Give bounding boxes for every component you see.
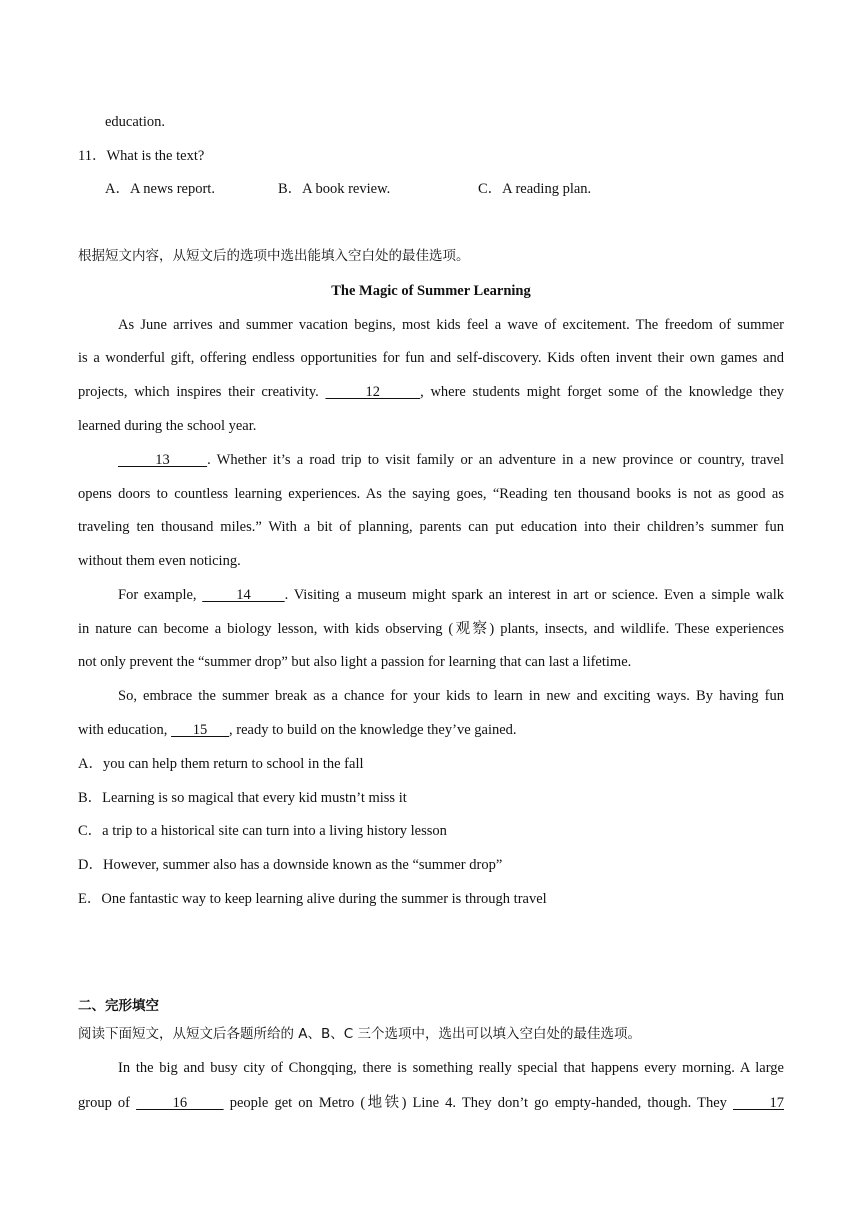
blank-16: 16 xyxy=(136,1095,224,1111)
passage-line: As June arrives and summer vacation begins, most kids feel a wave of excitement. The freedom of summer xyxy=(118,317,784,333)
cloze-text: group of xyxy=(78,1095,130,1111)
q11-option-b: B．A book review. xyxy=(278,181,391,197)
choice-a: A．you can help them return to school in the fall xyxy=(78,756,364,772)
choice-e: E．One fantastic way to keep learning alive during the summer is through travel xyxy=(78,891,547,907)
passage-line: in nature can become a biology lesson, with kids observing (观察) plants, insects, and wildlife. These experiences xyxy=(78,621,784,637)
q11-stem: 11．What is the text? xyxy=(78,148,205,164)
passage-line xyxy=(78,720,784,740)
passage-text: with education, xyxy=(78,722,168,738)
passage-line: opens doors to countless learning experiences. As the saying goes, “Reading ten thousand books is not as good as xyxy=(78,486,784,502)
choice-d: D．However, summer also has a downside known as the “summer drop” xyxy=(78,857,503,873)
blank-12: 12 xyxy=(325,384,421,400)
passage-text: projects, which inspires their creativity. xyxy=(78,384,319,400)
cloze-line: In the big and busy city of Chongqing, there is something really special that happens every morning. A large xyxy=(118,1060,784,1076)
blank-17: 17 xyxy=(733,1095,785,1111)
choice-c: C．a trip to a historical site can turn into a living history lesson xyxy=(78,823,447,839)
passage-line: is a wonderful gift, offering endless opportunities for fun and self-discovery. Kids often invent their own games and xyxy=(78,350,784,366)
blank-14: 14 xyxy=(202,587,285,603)
blank-15: 15 xyxy=(171,722,230,738)
passage-line xyxy=(118,585,784,605)
passage-line: without them even noticing. xyxy=(78,553,241,569)
reading-instruction: 根据短文内容，从短文后的选项中选出能填入空白处的最佳选项。 xyxy=(78,248,470,264)
blank-13: 13 xyxy=(118,452,208,468)
passage-line: not only prevent the “summer drop” but also light a passion for learning that can last a lifetime. xyxy=(78,654,632,670)
q11-option-c: C．A reading plan. xyxy=(478,181,592,197)
passage-line xyxy=(118,450,784,470)
passage-text: , where students might forget some of the knowledge they xyxy=(420,384,785,400)
passage-text: For example, xyxy=(118,587,197,603)
passage-line: traveling ten thousand miles.” With a bit of planning, parents can put education into their children’s summer fun xyxy=(78,519,784,535)
passage-text: . Visiting a museum might spark an interest in art or science. Even a simple walk xyxy=(284,587,785,603)
passage-text: . Whether it’s a road trip to visit family or an adventure in a new province or country, travel xyxy=(207,452,785,468)
passage-line xyxy=(78,382,784,402)
q10-tail-text: education. xyxy=(105,114,165,130)
cloze-line xyxy=(78,1093,784,1113)
passage-text: , ready to build on the knowledge they’ve gained. xyxy=(229,722,517,738)
passage-line: learned during the school year. xyxy=(78,418,257,434)
choice-b: B．Learning is so magical that every kid mustn’t miss it xyxy=(78,790,407,806)
cloze-text: people get on Metro (地铁) Line 4. They don’t go empty-handed, though. They xyxy=(229,1095,727,1111)
cloze-heading: 二、完形填空 xyxy=(78,998,159,1014)
q11-option-a: A．A news report. xyxy=(105,181,215,197)
cloze-instruction: 阅读下面短文，从短文后各题所给的 A、B、C 三个选项中，选出可以填入空白处的最佳选项。 xyxy=(78,1026,642,1042)
passage-title: The Magic of Summer Learning xyxy=(331,283,531,299)
passage-line: So, embrace the summer break as a chance for your kids to learn in new and exciting ways. By having fun xyxy=(118,688,784,704)
